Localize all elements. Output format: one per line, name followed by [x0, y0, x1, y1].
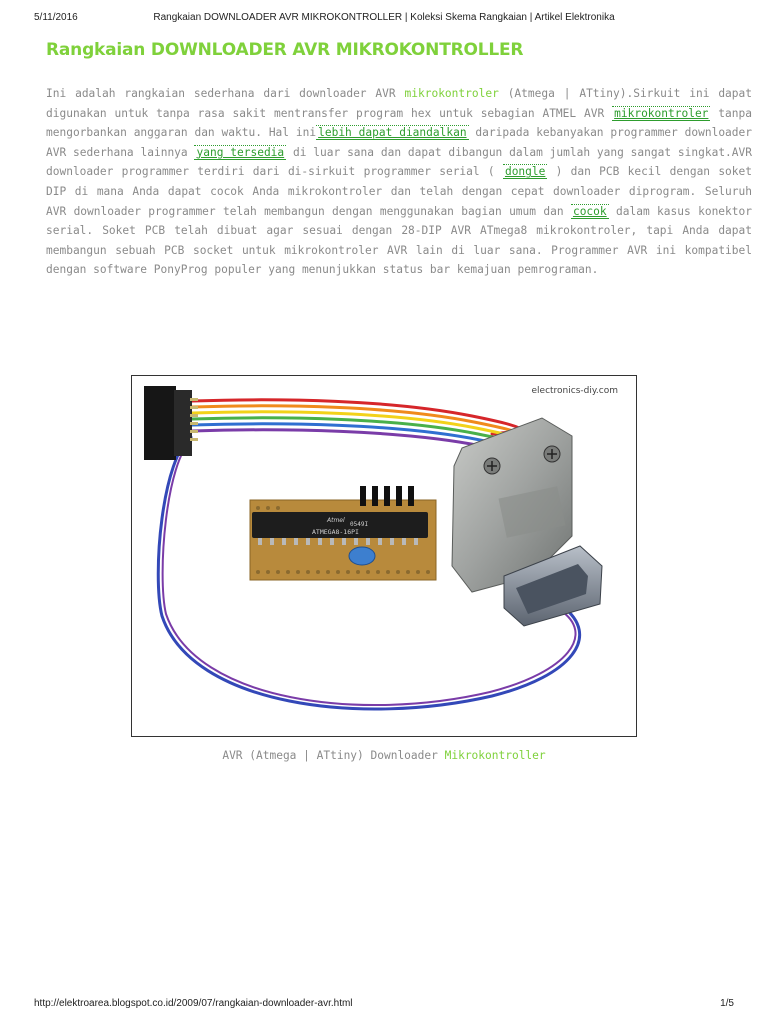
- chip-label-text: ATMEGA8-16PI: [312, 528, 359, 536]
- link-yang-tersedia[interactable]: yang tersedia: [196, 145, 285, 159]
- link-mikrokontroler-boxed[interactable]: mikrokontroler: [614, 106, 709, 120]
- post-title: Rangkaian DOWNLOADER AVR MIKROKONTROLLER: [46, 40, 524, 60]
- print-date: 5/11/2016: [34, 12, 78, 23]
- link-dongle[interactable]: dongle: [504, 165, 546, 179]
- header-connector-side: [174, 390, 192, 456]
- body-text: (Atmega | ATtiny).Sirkuit ini dapat digunakan untuk tanpa rasa sakit mentransfer program hex untuk sebagian ATMEL AVR: [46, 87, 752, 120]
- link-cocok[interactable]: cocok: [572, 204, 607, 218]
- caption-link-mikrokontroller[interactable]: Mikrokontroller: [444, 749, 546, 762]
- post-body: [46, 84, 752, 280]
- watermark-text: electronics-diy.com: [531, 386, 618, 396]
- body-text: daripada kebanyakan programmer downloader AVR sederhana lainnya: [46, 126, 752, 159]
- page-number: 1/5: [720, 998, 734, 1009]
- body-text: Ini adalah rangkaian sederhana dari downloader AVR: [46, 87, 405, 100]
- body-text: di luar sana dan dapat dibangun dalam jumlah yang sangat singkat.AVR downloader programmer terdiri dari di-sirkuit programmer serial (: [46, 145, 753, 179]
- programmer-illustration: [132, 376, 636, 736]
- programmer-photo: [131, 375, 637, 737]
- chip-logo-text: Atmel: [327, 517, 345, 524]
- print-document-title: Rangkaian DOWNLOADER AVR MIKROKONTROLLER | Koleksi Skema Rangkaian | Artikel Elektronika: [153, 12, 615, 23]
- body-text: dalam kasus konektor serial. Soket PCB telah dibuat agar sesuai dengan 28-DIP AVR ATmega8 mikrokontroler, tapi Anda dapat membangun sebuah PCB socket untuk mikrokontroler AVR lain di luar sana. Programmer AVR ini kompatibel dengan software PonyProg populer yang menunjukkan status bar kemajuan pemrograman.: [46, 204, 752, 277]
- body-text: ) dan PCB kecil dengan soket DIP di mana Anda dapat cocok Anda mikrokontroler dan telah dengan cepat downloader diprogram. Seluruh AVR downloader programmer telah membangun dengan menggunakan bagian umum dan: [46, 165, 753, 218]
- caption-text: AVR (Atmega | ATtiny) Downloader: [222, 749, 445, 762]
- print-footer: [34, 998, 734, 1012]
- header-connector: [144, 386, 176, 460]
- chip-code-text: 0549I: [350, 521, 369, 528]
- body-text: tanpa mengorbankan anggaran dan waktu. Hal ini: [46, 106, 752, 140]
- link-mikrokontroler[interactable]: mikrokontroler: [404, 87, 499, 100]
- print-header: [34, 12, 734, 26]
- print-url: http://elektroarea.blogspot.co.id/2009/07/rangkaian-downloader-avr.html: [34, 998, 353, 1009]
- capacitor: [349, 547, 375, 565]
- figure-caption: [131, 749, 637, 762]
- link-lebih-dapat-diandalkan[interactable]: lebih dapat diandalkan: [318, 126, 467, 140]
